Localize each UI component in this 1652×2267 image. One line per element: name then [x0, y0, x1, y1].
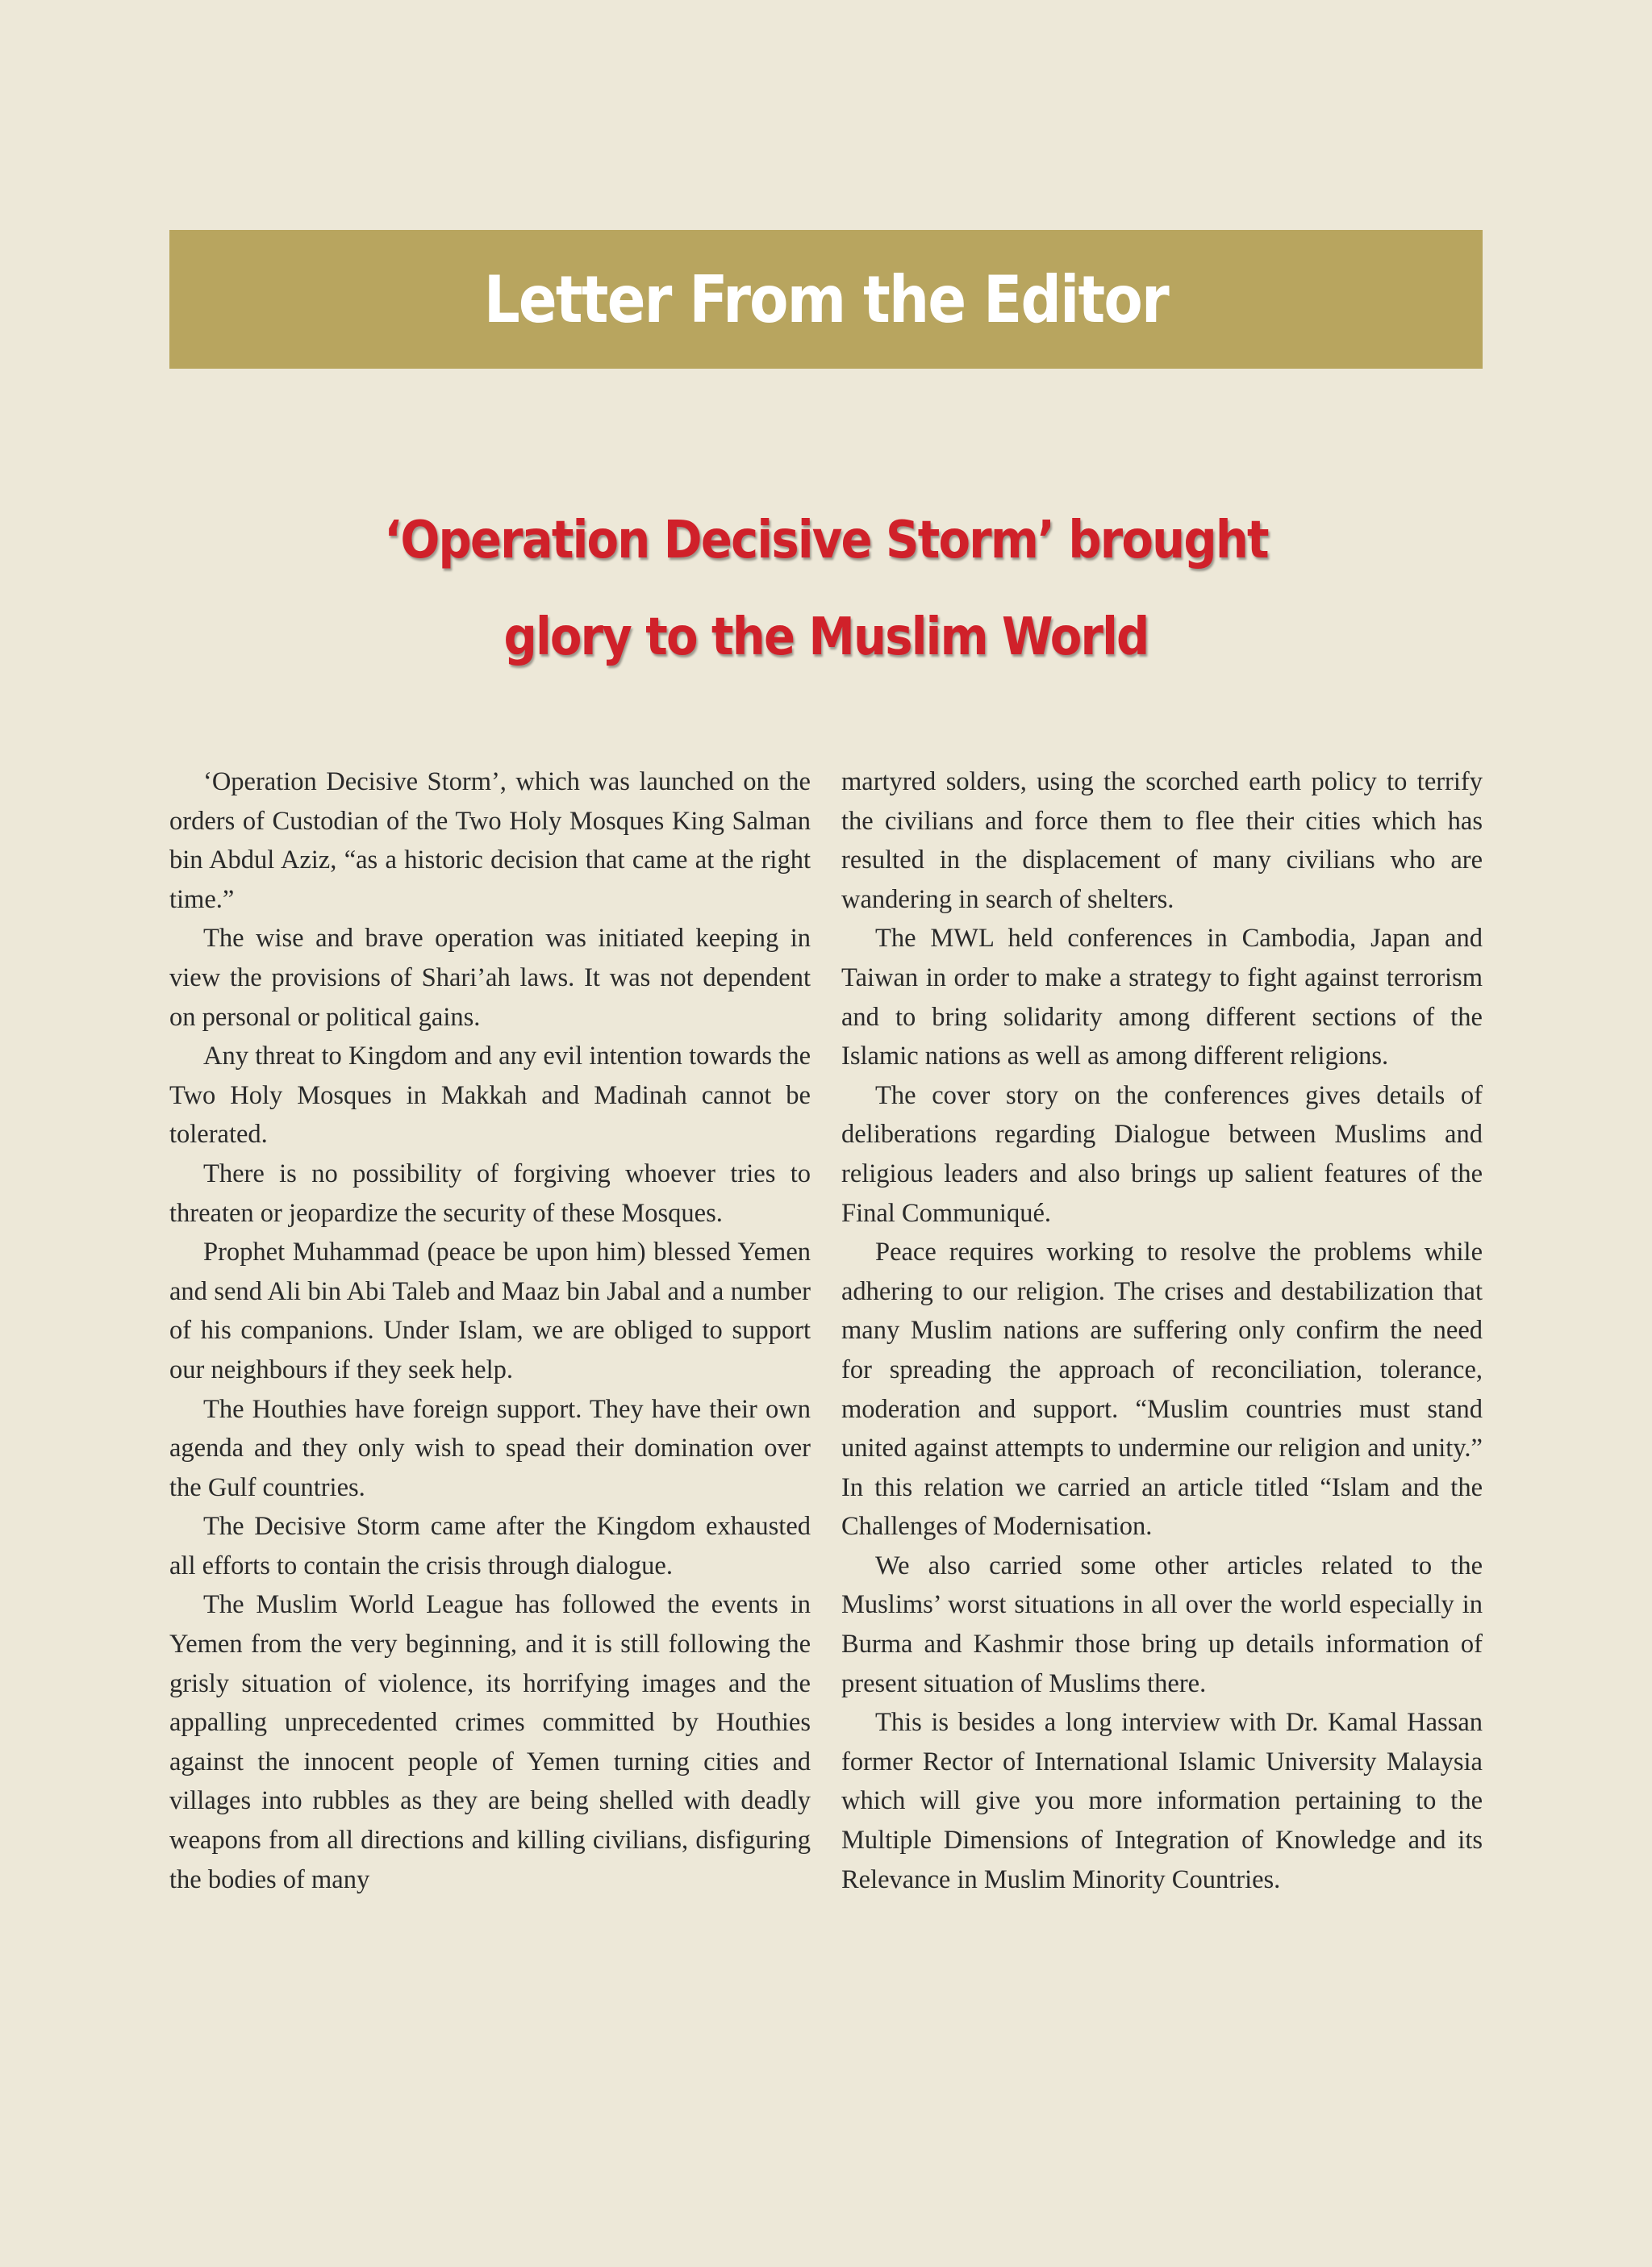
article-headline — [169, 492, 1483, 686]
headline-line-2: glory to the Muslim World — [503, 607, 1149, 667]
paragraph: The Houthies have foreign support. They have their own agenda and they only wish to spead their domination over the Gulf countries. — [169, 1394, 811, 1502]
paragraph-continued: martyred solders, using the scorched earth policy to terrify the civilians and force them to flee their cities which has resulted in the displacement of many civilians who are wandering in search of shelters. — [841, 767, 1483, 914]
paragraph: There is no possibility of forgiving whoever tries to threaten or jeopardize the security of these Mosques. — [169, 1159, 811, 1228]
right-column — [841, 762, 1483, 2021]
section-banner — [169, 230, 1483, 369]
paragraph: This is besides a long interview with Dr. Kamal Hassan former Rector of International Islamic University Malaysia which will give you more information pertaining to the Multiple Dimensions of Integration of Knowledge and its Relevance in Muslim Minority Countries. — [841, 1708, 1483, 1894]
section-title: Letter From the Editor — [483, 261, 1169, 337]
left-column — [169, 762, 811, 2021]
paragraph: The Muslim World League has followed the events in Yemen from the very beginning, and it is still following the grisly situation of violence, its horrifying images and the appalling unprecedented crimes committed by Houthies against the innocent people of Yemen turning cities and villages into rubbles as they are being shelled with deadly weapons from all directions and killing civilians, disfiguring the bodies of many — [169, 1590, 811, 1894]
paragraph: ‘Operation Decisive Storm’, which was launched on the orders of Custodian of the Two Holy Mosques King Salman bin Abdul Aziz, “as a historic decision that came at the right time.” — [169, 767, 811, 914]
article-body — [169, 762, 1483, 2021]
headline-line-1: ‘Operation Decisive Storm’ brought — [384, 511, 1268, 570]
paragraph: Any threat to Kingdom and any evil intention towards the Two Holy Mosques in Makkah and Madinah cannot be tolerated. — [169, 1042, 811, 1150]
paragraph: The Decisive Storm came after the Kingdom exhausted all efforts to contain the crisis through dialogue. — [169, 1512, 811, 1580]
paragraph: Peace requires working to resolve the problems while adhering to our religion. The crises and destabilization that many Muslim nations are suffering only confirm the need for spreading the approach of reconciliation, tolerance, moderation and support. “Muslim countries must stand united against attempts to undermine our religion and unity.” In this relation we carried an article titled “Islam and the Challenges of Modernisation. — [841, 1238, 1483, 1542]
paragraph: Prophet Muhammad (peace be upon him) blessed Yemen and send Ali bin Abi Taleb and Maaz bin Jabal and a number of his companions. Under Islam, we are obliged to support our neighbours if they seek help. — [169, 1238, 811, 1384]
paragraph: The MWL held conferences in Cambodia, Japan and Taiwan in order to make a strategy to fight against terrorism and to bring solidarity among different sections of the Islamic nations as well as among different religions. — [841, 924, 1483, 1071]
paragraph: The cover story on the conferences gives details of deliberations regarding Dialogue between Muslims and religious leaders and also brings up salient features of the Final Communiqué. — [841, 1080, 1483, 1228]
paragraph: The wise and brave operation was initiated keeping in view the provisions of Shari’ah laws. It was not dependent on personal or political gains. — [169, 924, 811, 1032]
paragraph: We also carried some other articles related to the Muslims’ worst situations in all over the world especially in Burma and Kashmir those bring up details information of present situation of Muslims there. — [841, 1551, 1483, 1698]
